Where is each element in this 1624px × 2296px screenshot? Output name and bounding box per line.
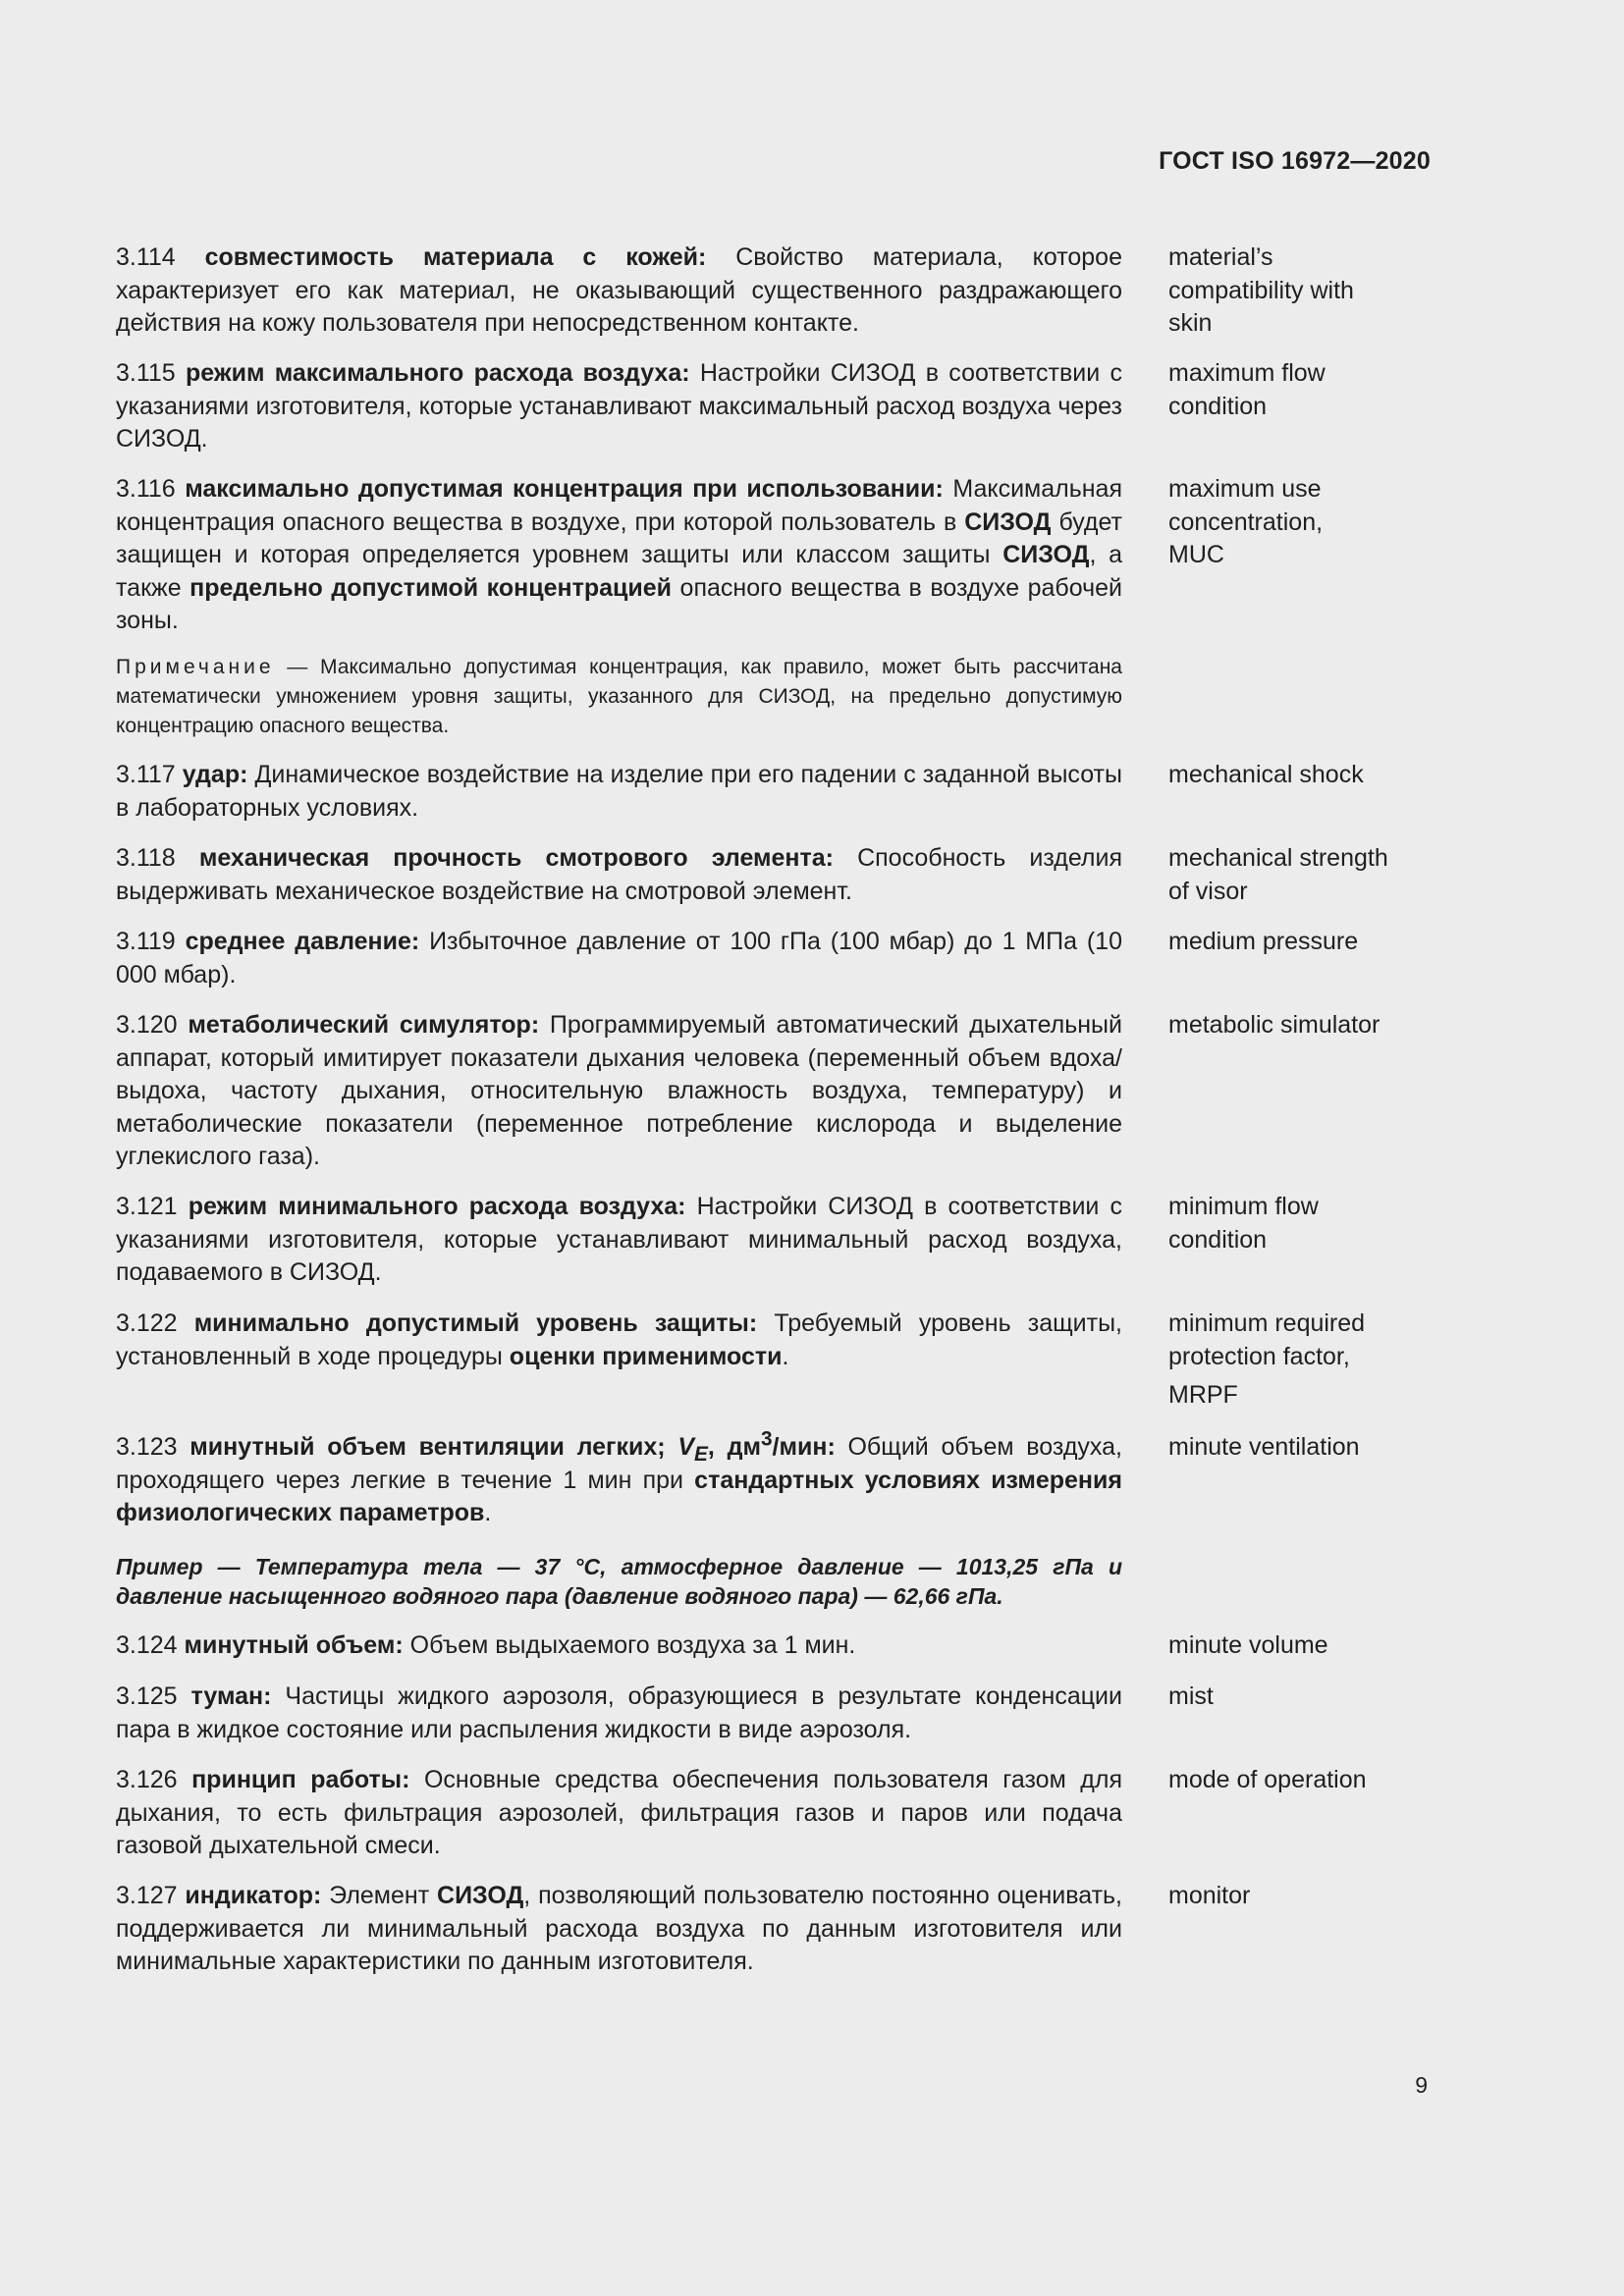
english-term-line: minute volume bbox=[1168, 1631, 1328, 1659]
english-term-line: of visor bbox=[1168, 877, 1248, 905]
term-title: удар: bbox=[182, 761, 248, 788]
english-term-line: metabolic simulator bbox=[1168, 1011, 1380, 1039]
term-definition bbox=[116, 1191, 1122, 1290]
english-term-line: medium pressure bbox=[1168, 928, 1359, 955]
english-equivalent bbox=[1168, 1681, 1463, 1714]
term-emphasis: предельно допустимой концентрацией bbox=[189, 573, 673, 602]
term-text: Требуемый уровень защиты, установленный в ходе процедуры bbox=[116, 1309, 1122, 1370]
term-number: 3.121 bbox=[116, 1193, 178, 1220]
term-title-part: /мин: bbox=[772, 1433, 836, 1461]
term-text: . bbox=[484, 1499, 492, 1526]
term-text: Настройки СИЗОД в соответствии с указаниями изготовителя, которые устанавливают минимальный расход воздуха, подаваемого в СИЗОД. bbox=[116, 1193, 1122, 1286]
term-text: , позволяющий пользователю постоянно оценивать, поддерживается ли минимальный расхода воздуха по данным изготовителя или минимальные характеристики по данным изготовителя. bbox=[116, 1882, 1122, 1975]
term-text: Динамическое воздействие на изделие при его падении с заданной высоты в лабораторных условиях. bbox=[116, 761, 1122, 822]
term-number: 3.127 bbox=[116, 1882, 178, 1909]
english-term-line: monitor bbox=[1168, 1882, 1251, 1909]
english-equivalent bbox=[1168, 1308, 1463, 1413]
english-term-line: MUC bbox=[1168, 541, 1224, 568]
term-text: Частицы жидкого аэрозоля, образующиеся в результате конденсации пара в жидкое состояние или распыления жидкости в виде аэрозоля. bbox=[116, 1682, 1122, 1743]
term-definition bbox=[116, 1764, 1122, 1863]
symbol-superscript: 3 bbox=[760, 1427, 773, 1451]
term-text: Программируемый автоматический дыхательный аппарат, который имитирует показатели дыхания человека (переменный объем вдоха/выдоха, частоту дыхания, относительную влажность воздуха, температуру) и метаболические показатели (переменное потребление кислорода и выделение углекислого газа). bbox=[116, 1011, 1122, 1170]
english-equivalent bbox=[1168, 1764, 1463, 1797]
term-number: 3.120 bbox=[116, 1011, 178, 1039]
term-number: 3.115 bbox=[116, 359, 176, 387]
note-label: Примечание bbox=[116, 656, 275, 678]
english-equivalent bbox=[1168, 759, 1463, 792]
term-definition bbox=[116, 759, 1122, 825]
term-definition bbox=[116, 1629, 1122, 1663]
term-text: будет защищен и которая определяется уровнем защиты или классом защиты bbox=[116, 507, 1122, 568]
term-number: 3.124 bbox=[116, 1631, 178, 1659]
english-term-line: minute ventilation bbox=[1168, 1433, 1360, 1461]
term-title: совместимость материала с кожей: bbox=[204, 243, 707, 271]
english-term-line: maximum flow bbox=[1168, 359, 1326, 387]
english-equivalent bbox=[1168, 1191, 1463, 1256]
term-definition bbox=[116, 1009, 1122, 1174]
term-title: метаболический симулятор: bbox=[188, 1011, 540, 1039]
term-text: Объем выдыхаемого воздуха за 1 мин. bbox=[403, 1631, 856, 1659]
term-text: Основные средства обеспечения пользователя газом для дыхания, то есть фильтрация аэрозолей, фильтрация газов и паров или подача газовой дыхательной смеси. bbox=[116, 1766, 1122, 1859]
term-text: Элемент bbox=[321, 1882, 438, 1909]
term-title: минимально допустимый уровень защиты: bbox=[193, 1309, 758, 1337]
term-title: туман: bbox=[190, 1682, 272, 1710]
term-definition bbox=[116, 1308, 1122, 1373]
english-equivalent bbox=[1168, 842, 1463, 908]
term-text: опасного вещества в воздухе рабочей зоны. bbox=[116, 573, 1122, 634]
term-emphasis: СИЗОД bbox=[437, 1882, 524, 1909]
term-number: 3.126 bbox=[116, 1766, 178, 1793]
term-title-part: , дм bbox=[707, 1433, 761, 1461]
term-text: Свойство материала, которое характеризует его как материал, не оказывающий существенного раздражающего действия на кожу пользователя при непосредственном контакте. bbox=[116, 243, 1122, 337]
term-definition bbox=[116, 357, 1122, 456]
term-title: механическая прочность смотрового элемента: bbox=[198, 844, 834, 872]
term-number: 3.122 bbox=[116, 1309, 178, 1337]
term-definition bbox=[116, 473, 1122, 638]
english-term-line: protection factor, bbox=[1168, 1342, 1350, 1370]
english-term-line: minimum flow bbox=[1168, 1193, 1319, 1220]
english-equivalent bbox=[1168, 473, 1463, 572]
note-text: — Максимально допустимая концентрация, как правило, может быть рассчитана математически умножением уровня защиты, указанного для СИЗОД, на предельно допустимую концентрацию опасного вещества. bbox=[116, 656, 1122, 737]
english-term-line: material’s bbox=[1168, 243, 1273, 271]
symbol-v: V bbox=[677, 1433, 694, 1461]
term-text: Общий объем воздуха, проходящего через легкие в течение 1 мин при bbox=[116, 1433, 1122, 1494]
term-title: индикатор: bbox=[185, 1882, 322, 1909]
term-title: среднее давление: bbox=[185, 928, 420, 955]
term-definition bbox=[116, 926, 1122, 991]
term-definition bbox=[116, 1681, 1122, 1746]
english-equivalent bbox=[1168, 1880, 1463, 1913]
term-title: максимально допустимая концентрация при использовании: bbox=[185, 475, 944, 503]
english-term-line: condition bbox=[1168, 392, 1268, 420]
term-definition bbox=[116, 1880, 1122, 1979]
page-number: 9 bbox=[1415, 2072, 1428, 2098]
term-title bbox=[189, 1427, 836, 1466]
term-title: минутный объем: bbox=[184, 1631, 404, 1659]
english-term-line: mechanical strength bbox=[1168, 844, 1388, 872]
term-definition bbox=[116, 241, 1122, 341]
english-term-line: mode of operation bbox=[1168, 1766, 1367, 1793]
term-title: принцип работы: bbox=[191, 1766, 410, 1793]
symbol-subscript: E bbox=[694, 1443, 708, 1466]
term-emphasis: оценки применимости bbox=[509, 1342, 783, 1370]
term-emphasis: СИЗОД bbox=[964, 507, 1052, 536]
english-equivalent bbox=[1168, 1431, 1463, 1465]
example: Пример — Температура тела — 37 °С, атмосферное давление — 1013,25 гПа и давление насыщенного водяного пара (давление водяного пара) — 62,66 гПа. bbox=[116, 1554, 1122, 1609]
term-number: 3.123 bbox=[116, 1433, 178, 1461]
english-term-line: compatibility with bbox=[1168, 276, 1354, 304]
term-emphasis: СИЗОД bbox=[1002, 541, 1090, 568]
term-text: . bbox=[782, 1342, 789, 1370]
term-definition bbox=[116, 1427, 1122, 1530]
term-emphasis: стандартных условиях измерения физиологических параметров bbox=[116, 1466, 1122, 1526]
document-header: ГОСТ ISO 16972—2020 bbox=[1159, 147, 1431, 175]
english-equivalent bbox=[1168, 1009, 1463, 1042]
english-term-line: mist bbox=[1168, 1682, 1214, 1710]
term-text: Способность изделия выдерживать механическое воздействие на смотровой элемент. bbox=[116, 844, 1123, 905]
english-term-line: condition bbox=[1168, 1225, 1268, 1254]
english-term-line: minimum required bbox=[1168, 1309, 1366, 1337]
term-text: Избыточное давление от 100 гПа (100 мбар) до 1 МПа (10 000 мбар). bbox=[116, 928, 1122, 988]
term-number: 3.114 bbox=[116, 243, 176, 271]
english-term-line: maximum use bbox=[1168, 475, 1322, 503]
english-equivalent bbox=[1168, 926, 1463, 959]
term-number: 3.119 bbox=[116, 928, 176, 955]
english-term-line: MRPF bbox=[1168, 1381, 1238, 1409]
note bbox=[116, 653, 1122, 741]
term-title-part: минутный объем вентиляции легких; bbox=[189, 1433, 678, 1461]
english-equivalent bbox=[1168, 241, 1463, 341]
english-term-line: concentration, bbox=[1168, 507, 1324, 536]
term-number: 3.116 bbox=[116, 475, 176, 503]
term-text: Настройки СИЗОД в соответствии с указаниями изготовителя, которые устанавливают максимальный расход воздуха через СИЗОД. bbox=[116, 359, 1122, 453]
english-term-line: skin bbox=[1168, 309, 1213, 337]
term-title: режим минимального расхода воздуха: bbox=[188, 1193, 686, 1220]
term-number: 3.125 bbox=[116, 1682, 178, 1710]
term-number: 3.117 bbox=[116, 761, 176, 788]
term-text: Максимальная концентрация опасного вещества в воздухе, при которой пользователь в bbox=[116, 475, 1122, 536]
english-equivalent bbox=[1168, 357, 1463, 423]
english-term-line: mechanical shock bbox=[1168, 761, 1364, 788]
english-equivalent bbox=[1168, 1629, 1463, 1663]
term-definition bbox=[116, 842, 1122, 908]
term-title: режим максимального расхода воздуха: bbox=[186, 359, 690, 387]
term-number: 3.118 bbox=[116, 844, 176, 872]
term-text: , а также bbox=[116, 541, 1122, 602]
